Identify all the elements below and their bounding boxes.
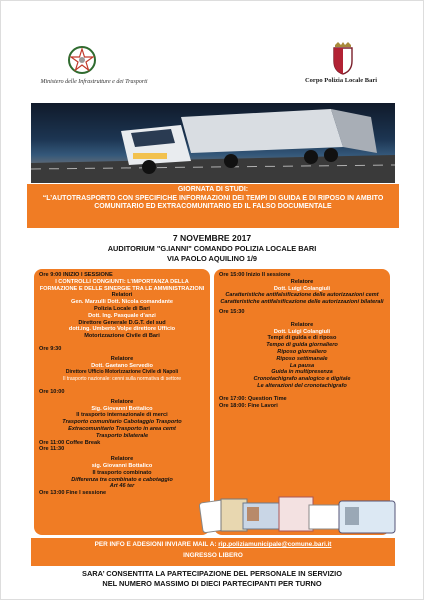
talk-subtopic: Tempo di guida giornaliero — [266, 342, 338, 349]
speaker-name: Dott. Luigi Colangiuli — [273, 285, 331, 292]
talk-topic: Caratteristiche antifalsificazione delle autorizzazioni bilaterali — [220, 299, 384, 306]
morning-session-column — [34, 269, 210, 535]
title-line1: GIORNATA DI STUDI: — [177, 186, 249, 193]
documents-photo-collage — [199, 495, 399, 535]
relatore-label: Relatore — [110, 398, 134, 405]
talk-topic: Tempi di guida e di riposo — [267, 335, 337, 342]
speaker-org: Motorizzazione Civile di Bari — [84, 333, 160, 340]
speaker-org: Polizia Locale di Bari — [94, 305, 150, 312]
info-prefix: PER INFO E ADESIONI INVIARE MAIL A: — [94, 541, 217, 548]
question-time: Ore 17:00: Question Time — [219, 395, 287, 402]
participation-line2: NEL NUMERO MASSIMO DI DIECI PARTECIPANTI PER TURNO — [102, 579, 322, 588]
session-start: Ore 15:00 Inizio II sessione — [219, 272, 291, 278]
speaker-name: sig. Giovanni Bottalico — [91, 462, 153, 469]
talk-subtopic: Riposo giornaliero — [277, 348, 327, 355]
talk-subtopic: Trasporto bilaterale — [95, 432, 149, 439]
talk-subtopic: Le alterazioni del cronotachigrafo — [257, 382, 347, 389]
event-info — [1, 233, 423, 263]
relatore-label: Relatore — [110, 456, 134, 463]
italian-emblem-icon — [67, 45, 97, 75]
speaker-name: Dott. Gaetano Servedio — [91, 362, 153, 369]
relatore-label: Relatore — [110, 355, 134, 362]
talk-subtopic: Art 46 ter — [109, 483, 135, 490]
header — [31, 41, 393, 97]
title-line2: “L’AUTOTRASPORTO CON SPECIFICHE INFORMAZIONI DEI TEMPI DI GUIDA E DI RIPOSO IN AMBITO COMUNITARIO ED EXTRACOMUNITARIO ED IL FALSO DOCUMENTALE — [42, 194, 384, 211]
event-date: 7 NOVEMBRE 2017 — [172, 233, 252, 243]
corpo-polizia-name: Corpo Polizia Locale Bari — [304, 77, 378, 84]
event-auditorium: AUDITORIUM "G.IANNI" COMANDO POLIZIA LOCALE BARI — [107, 244, 317, 253]
speaker-name: Sig. Giovanni Bottalico — [91, 405, 153, 412]
speaker-role: Direttore Generale D.G.T. del sud — [78, 319, 166, 326]
title-box — [27, 184, 399, 228]
talk-subtopic: Cronotachigrafo analogico e digitale — [253, 376, 351, 383]
event-address: VIA PAOLO AQUILINO 1/9 — [166, 253, 258, 263]
relatore-label: Relatore — [290, 278, 314, 285]
free-entry: INGRESSO LIBERO — [183, 552, 243, 559]
talk-subtopic: Riposo settimanale — [276, 355, 328, 362]
talk-subtopic: La pausa — [289, 362, 315, 369]
bari-coat-of-arms-icon — [329, 41, 357, 75]
coffee-break: Ore 11:00 Coffee Break — [39, 439, 101, 446]
time-slot: Ore 10:00 — [39, 388, 65, 395]
time-slot: Ore 15:30 — [219, 308, 245, 315]
time-slot: Ore 9:30 — [39, 345, 62, 352]
contact-email-link[interactable]: rip.poliziamunicipale@comune.bari.it — [218, 541, 332, 548]
talk-subtopic: Differenza tra combinato e cabotaggio — [71, 476, 173, 483]
truck-illustration — [31, 103, 395, 183]
speaker-role: Direttore Ufficio Motorizzazione Civile di Napoli — [65, 369, 179, 376]
speaker-name: Dott. Ing. Pasquale d’anzi — [88, 312, 156, 319]
talk-topic: Il trasporto nazionale: cenni sulla normativa di settore — [62, 376, 182, 383]
ministry-name: Ministero delle Infrastrutture e dei Trasporti — [40, 79, 148, 85]
session-end: Ore 13:00 Fine I sessione — [39, 490, 107, 497]
end-of-works: Ore 18:00: Fine Lavori — [219, 402, 278, 409]
speaker-name: Dott. Luigi Colangiuli — [273, 328, 331, 335]
info-footer — [31, 538, 395, 566]
talk-subtopic: Trasporto comunitario Cabotaggio Trasporto — [62, 419, 182, 426]
time-slot: Ore 11:30 — [39, 446, 65, 453]
participation-line1: SARA’ CONSENTITA LA PARTECIPAZIONE DEL PERSONALE IN SERVIZIO — [82, 569, 342, 578]
info-line — [31, 541, 395, 549]
talk-topic: Caratteristiche antifalsificazione delle autorizzazioni cemt — [225, 292, 379, 299]
talk-subtopic: Guida in multipresenza — [271, 369, 333, 376]
participation-note — [1, 569, 423, 589]
truck-banner-image — [31, 103, 395, 183]
relatore-label: Relatore — [290, 321, 314, 328]
session-start: Ore 9:00 INIZIO I SESSIONE — [39, 272, 113, 278]
documents-illustration — [199, 495, 399, 535]
intro-title: I CONTROLLI CONGIUNTI: L’IMPORTANZA DELLA FORMAZIONE E DELLE SINERGIE TRA LE AMMINISTRAZIONI — [39, 278, 205, 292]
talk-topic: Il trasporto internazionale di merci — [76, 412, 168, 419]
talk-topic: Il trasporto combinato — [92, 469, 152, 476]
talk-subtopic: Extracomunitario Trasporto in area cemt — [68, 425, 176, 432]
speaker-name: dott.ing. Umberto Volpe direttore Ufficio — [68, 326, 176, 333]
relatori-label: Relatori — [111, 292, 133, 299]
speaker-name: Gen. Marzulli Dott. Nicola comandante — [71, 299, 173, 306]
